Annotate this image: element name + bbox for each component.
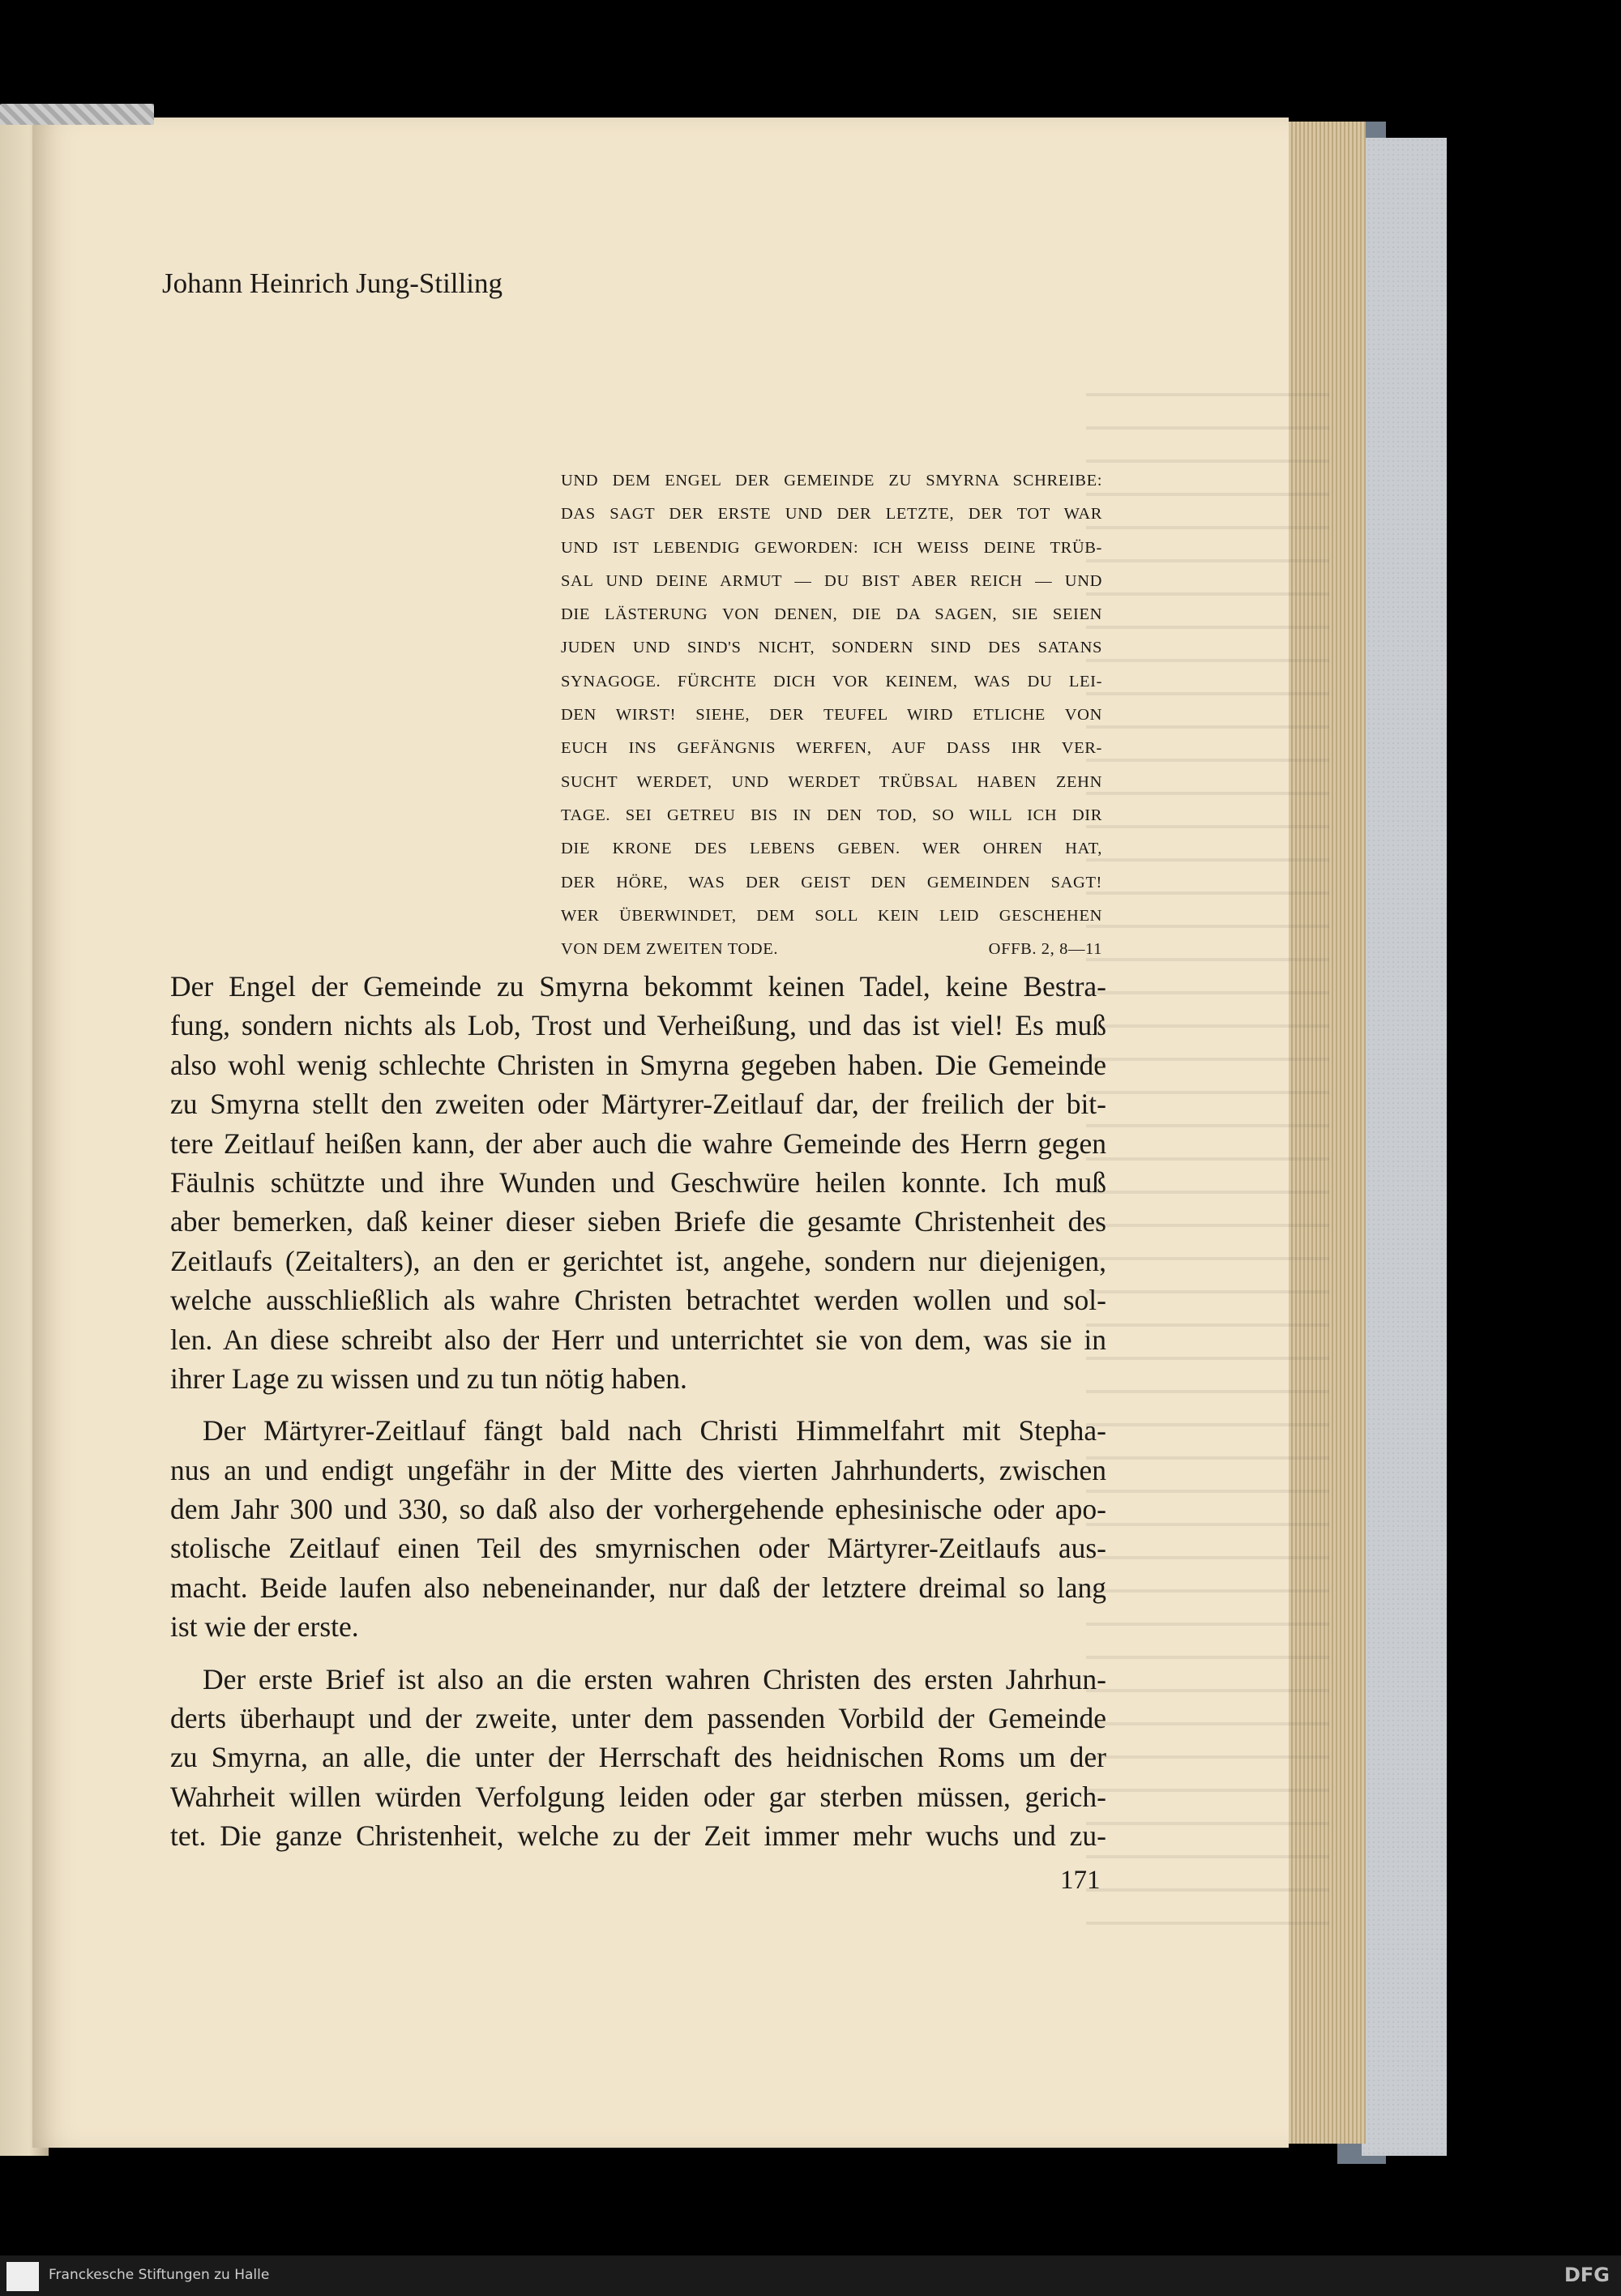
quote-line: JUDEN UND SIND'S NICHT, SONDERN SIND DES SATANS [561,639,1102,657]
text-line: fung, sondern nichts als Lob, Trost und Verheißung, und das ist viel! Es muß [170,1009,1106,1042]
text-line: len. An diese schreibt also der Herr und unterrichtet sie von dem, was sie in [170,1323,1106,1356]
text-line: stolische Zeitlauf einen Teil des smyrnischen oder Märtyrer-Zeitlaufs aus- [170,1532,1106,1565]
running-header: Johann Heinrich Jung-Stilling [162,267,503,299]
text-line: derts überhaupt und der zweite, unter dem passenden Vorbild der Gemeinde [170,1702,1106,1735]
text-line: nus an und endigt ungefähr in der Mitte des vierten Jahrhunderts, zwischen [170,1453,1106,1486]
scripture-reference: OFFB. 2, 8—11 [988,940,1102,959]
paragraph [170,1660,1106,1856]
bookmark-ribbon [0,104,154,125]
text-line: Wahrheit willen würden Verfolgung leiden oder gar sterben müssen, gerich- [170,1780,1106,1813]
text-line: Der Märtyrer-Zeitlauf fängt bald nach Christi Himmelfahrt mit Stepha- [203,1414,1106,1447]
quote-line: SUCHT WERDET, UND WERDET TRÜBSAL HABEN ZEHN [561,772,1102,791]
dfg-logo: DFG [1563,2264,1610,2286]
quote-line: UND IST LEBENDIG GEWORDEN: ICH WEISS DEINE TRÜB- [561,538,1102,557]
text-line: macht. Beide laufen also nebeneinander, nur daß der letztere dreimal so lang [170,1571,1106,1604]
quote-line: SAL UND DEINE ARMUT — DU BIST ABER REICH — UND [561,571,1102,590]
text-line: zu Smyrna stellt den zweiten oder Märtyrer-Zeitlauf dar, der freilich der bit- [170,1088,1106,1121]
text-line: dem Jahr 300 und 330, so daß also der vorhergehende ephesinische oder apo- [170,1493,1106,1526]
quote-line: DAS SAGT DER ERSTE UND DER LETZTE, DER TOT WAR [561,505,1102,524]
show-through-text [1086,393,1329,1933]
quote-line: SYNAGOGE. FÜRCHTE DICH VOR KEINEM, WAS DU LEI- [561,672,1102,691]
quote-line: WER ÜBERWINDET, DEM SOLL KEIN LEID GESCHEHEN [561,906,1102,925]
institution-name[interactable]: Franckesche Stiftungen zu Halle [49,2267,270,2283]
viewer-footer [0,2255,1621,2296]
text-line: ist wie der erste. [170,1610,359,1644]
quote-line: DEN WIRST! SIEHE, DER TEUFEL WIRD ETLICHE VON [561,706,1102,725]
quote-line: UND DEM ENGEL DER GEMEINDE ZU SMYRNA SCHREIBE: [561,472,1102,490]
text-line: Der Engel der Gemeinde zu Smyrna bekommt keinen Tadel, keine Bestra- [170,970,1106,1003]
page-number: 171 [1060,1866,1101,1895]
book-board [1362,138,1447,2156]
text-line: Fäulnis schützte und ihre Wunden und Geschwüre heilen konnte. Ich muß [170,1165,1106,1199]
institution-logo-icon [6,2262,39,2291]
text-line: Der erste Brief ist also an die ersten wahren Christen des ersten Jahrhun- [203,1662,1106,1695]
quote-last-line [561,933,1102,966]
text-line: zu Smyrna, an alle, die unter der Herrschaft des heidnischen Roms um der [170,1741,1106,1774]
text-line: Zeitlaufs (Zeitalters), an den er gerichtet ist, angehe, sondern nur diejenigen, [170,1244,1106,1277]
paragraph [170,967,1106,1398]
quote-line: TAGE. SEI GETREU BIS IN DEN TOD, SO WILL ICH DIR [561,806,1102,824]
quote-line: DER HÖRE, WAS DER GEIST DEN GEMEINDEN SAGT! [561,873,1102,891]
quote-line: DIE LÄSTERUNG VON DENEN, DIE DA SAGEN, SIE SEIEN [561,605,1102,624]
text-line: tere Zeitlauf heißen kann, der aber auch die wahre Gemeinde des Herrn gegen [170,1127,1106,1160]
text-line: also wohl wenig schlechte Christen in Smyrna gegeben haben. Die Gemeinde [170,1048,1106,1081]
scripture-quote [561,464,1102,966]
quote-line: EUCH INS GEFÄNGNIS WERFEN, AUF DASS IHR VER- [561,739,1102,758]
quote-line: DIE KRONE DES LEBENS GEBEN. WER OHREN HAT, [561,840,1102,858]
paragraph [170,1411,1106,1646]
quote-line: VON DEM ZWEITEN TODE. [561,940,779,959]
text-line: welche ausschließlich als wahre Christen betrachtet werden wollen und sol- [170,1284,1106,1317]
text-line: aber bemerken, daß keiner dieser sieben Briefe die gesamte Christenheit des [170,1205,1106,1238]
text-line: tet. Die ganze Christenheit, welche zu der Zeit immer mehr wuchs und zu- [170,1819,1106,1853]
text-line: ihrer Lage zu wissen und zu tun nötig haben. [170,1362,687,1395]
body-text [170,967,1106,1856]
